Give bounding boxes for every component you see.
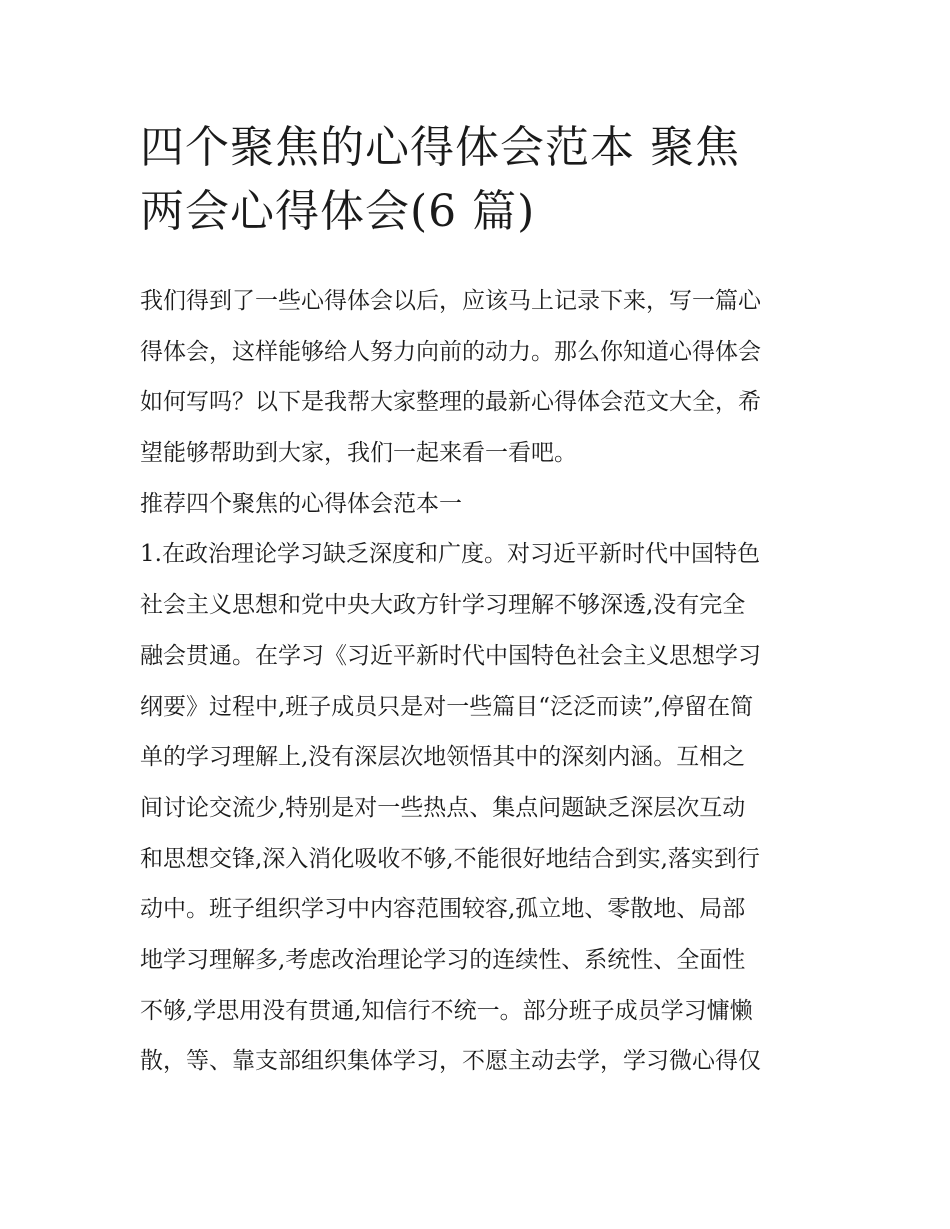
section-heading: 推荐四个聚焦的心得体会范本一 [140,490,462,517]
body-line: 融会贯通。在学习《习近平新时代中国特色社会主义思想学习 [140,642,761,669]
body-line: 单的学习理解上,没有深层次地领悟其中的深刻内涵。互相之 [140,744,746,771]
body-line: 动中。班子组织学习中内容范围较容,孤立地、零散地、局部 [140,896,746,923]
body-line: 我们得到了一些心得体会以后，应该马上记录下来，写一篇心 [140,288,761,314]
body-line: 望能够帮助到大家，我们一起来看一看吧。 [140,440,577,467]
title-line: 两会心得体会(6 篇) [140,186,536,237]
document-body [140,276,812,1087]
body-line: 得体会，这样能够给人努力向前的动力。那么你知道心得体会 [140,338,761,365]
title-line: 四个聚焦的心得体会范本 聚焦 [140,122,740,173]
body-line: 不够,学思用没有贯通,知信行不统一。部分班子成员学习慵懒 [140,997,753,1024]
body-line: 和思想交锋,深入消化吸收不够,不能很好地结合到实,落实到行 [140,845,760,872]
body-line: 地学习理解多,考虑改治理论学习的连续性、系统性、全面性 [140,946,746,973]
body-line: 1.在政治理论学习缺乏深度和广度。对习近平新时代中国特色 [140,541,760,568]
body-line: 社会主义思想和党中央大政方针学习理解不够深透,没有完全 [140,592,746,619]
body-line: 间讨论交流少,特别是对一些热点、集点问题缺乏深层次互动 [140,794,746,821]
body-line: 纲要》过程中,班子成员只是对一些篇目“泛泛而读”,停留在简 [140,693,754,720]
body-line: 如何写吗？以下是我帮大家整理的最新心得体会范文大全，希 [140,389,761,416]
document-title [140,116,810,244]
body-line: 散，等、靠支部组织集体学习，不愿主动去学，学习微心得仅 [140,1048,761,1075]
